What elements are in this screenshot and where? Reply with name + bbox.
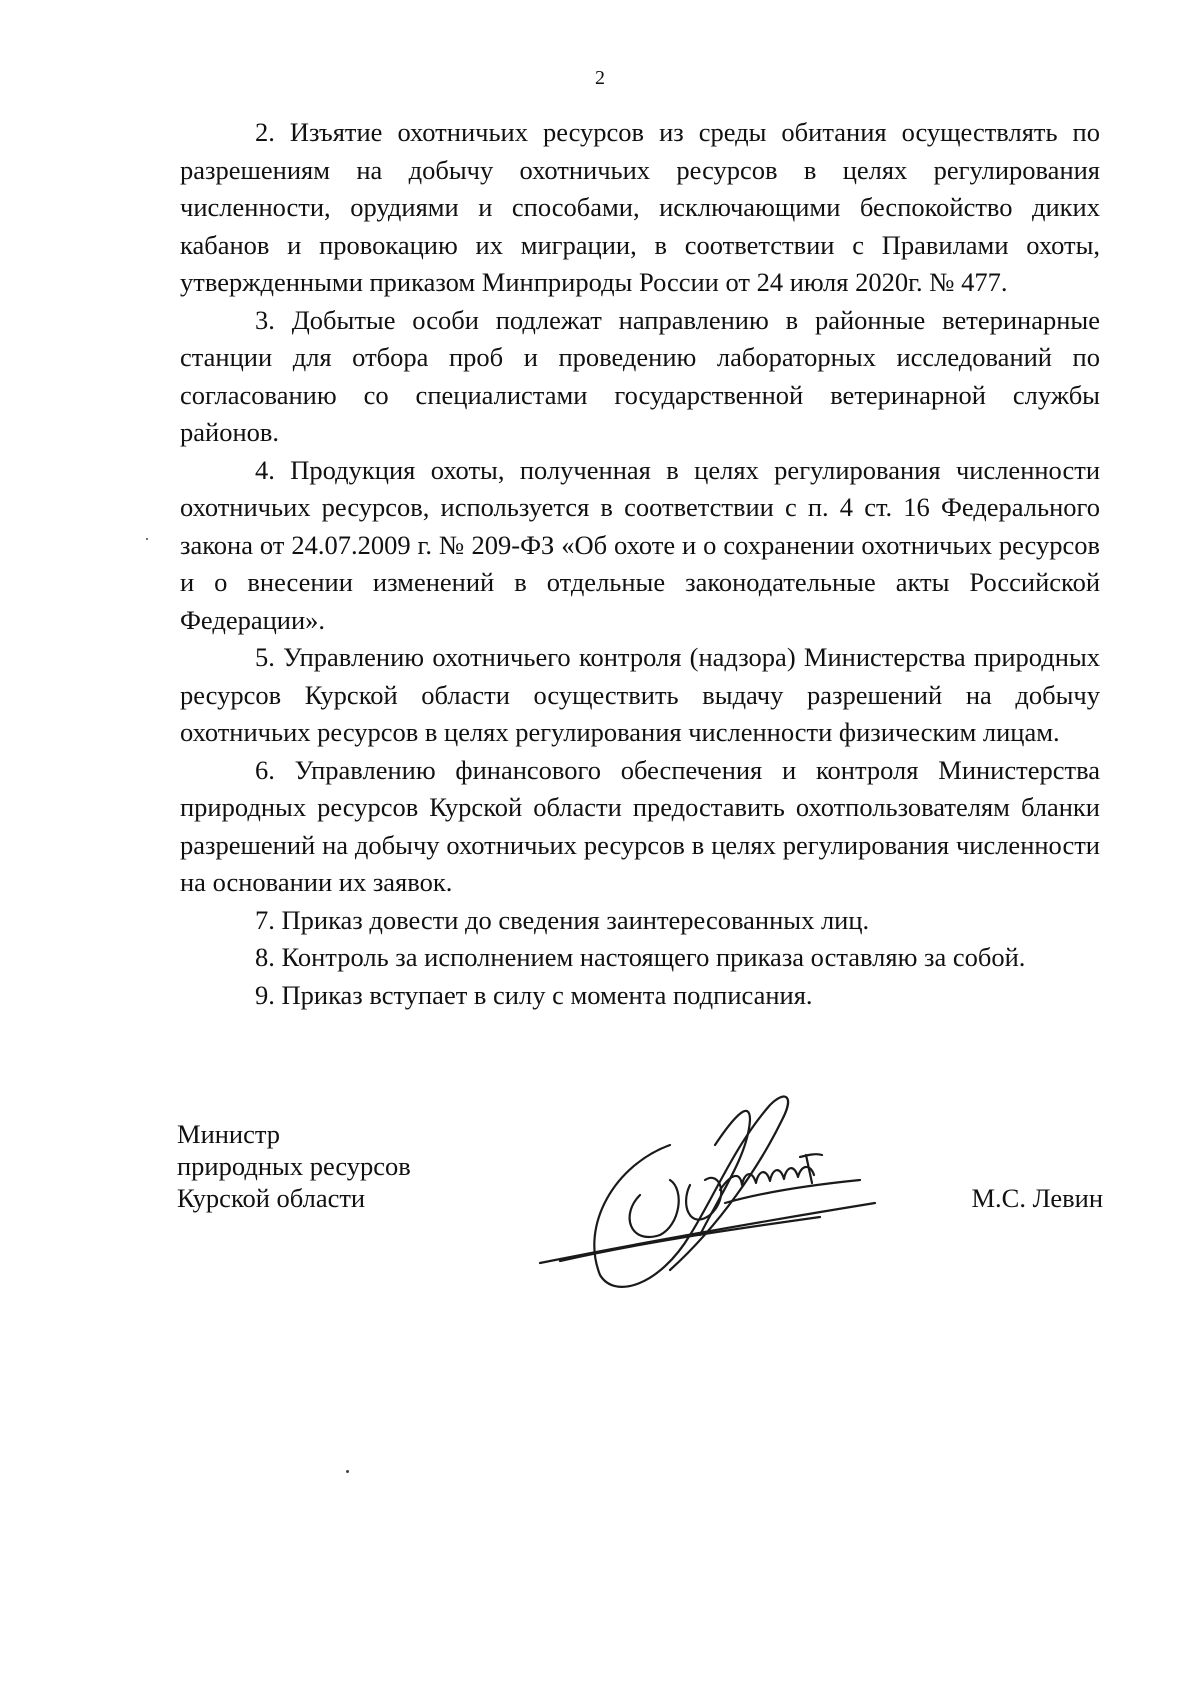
paragraph-2: 2. Изъятие охотничьих ресурсов из среды обитания осуществлять по разрешениям на добычу охотничьих ресурсов в целях регулирования численности, орудиями и способами, исключающими беспокойство диких кабанов и провокацию их миграции, в соответствии с Правилами охоты, утвержденными приказом Минприроды России от 24 июля 2020г. № 477. [180,117,1100,297]
paragraph-4: 4. Продукция охоты, полученная в целях регулирования численности охотничьих ресурсов, используется в соответствии с п. 4 ст. 16 Федерального закона от 24.07.2009 г. № 209-ФЗ «Об охоте и о сохранении охотничьих ресурсов и о внесении изменений в отдельные законодательные акты Российской Федерации». [180,454,1100,635]
signatory-title-line: природных ресурсов [177,1151,411,1181]
signatory-title [177,1118,411,1214]
paragraph-3: 3. Добытые особи подлежат направлению в районные ветеринарные станции для отбора проб и проведению лабораторных исследований по согласованию со специалистами государственной ветеринарной службы районов. [180,304,1100,447]
paragraph-8: 8. Контроль за исполнением настоящего приказа оставляю за собой. [255,942,1026,972]
scan-speck [146,538,148,540]
handwritten-signature [520,1085,880,1295]
signatory-title-line: Курской области [177,1183,366,1213]
page-number: 2 [595,67,605,89]
document-body [180,114,1100,1014]
signatory-title-line: Министр [177,1119,281,1149]
paragraph-6: 6. Управлению финансового обеспечения и контроля Министерства природных ресурсов Курской области предоставить охотпользователям бланки разрешений на добычу охотничьих ресурсов в целях регулирования численности на основании их заявок. [180,754,1100,897]
signatory-name: М.С. Левин [971,1183,1103,1213]
paragraph-5: 5. Управлению охотничьего контроля (надзора) Министерства природных ресурсов Курской области осуществить выдачу разрешений на добычу охотничьих ресурсов в целях регулирования численности физическим лицам. [180,642,1100,747]
scan-speck [346,1470,349,1473]
paragraph-7: 7. Приказ довести до сведения заинтересованных лиц. [255,904,870,935]
paragraph-9: 9. Приказ вступает в силу с момента подписания. [255,979,813,1010]
